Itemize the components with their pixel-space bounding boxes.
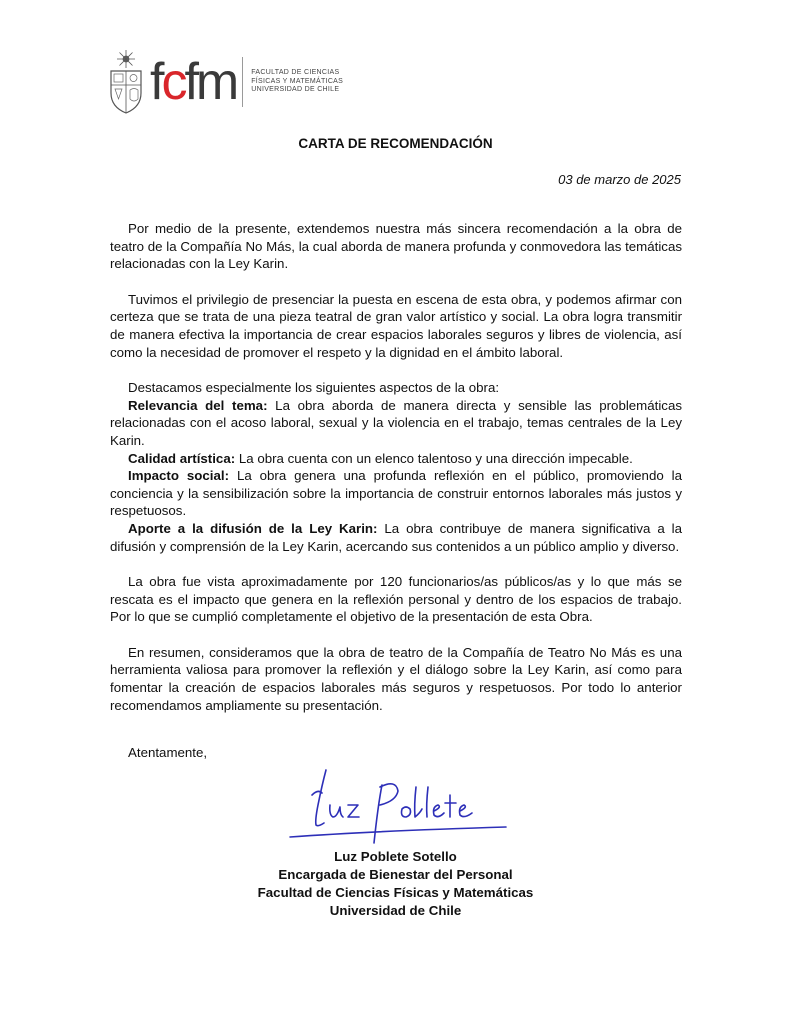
paragraph-intro: Por medio de la presente, extendemos nuestra más sincera recomendación a la obra de teatro de la Compañía No Más, la cual aborda de manera profunda y conmovedora las temáticas relacionadas con la Ley Karin. (110, 221, 682, 272)
faculty-line-2: FÍSICAS Y MATEMÁTICAS (251, 77, 344, 85)
aspect-item (110, 397, 682, 450)
fcfm-wordmark (150, 52, 236, 112)
brand-letter-m: m (195, 53, 237, 111)
aspect-item (110, 467, 682, 520)
signer-role: Encargada de Bienestar del Personal (278, 867, 513, 882)
aspect-text: La obra cuenta con un elenco talentoso y una dirección impecable. (235, 450, 633, 466)
brand-letter-f2: f (184, 53, 196, 111)
logo-divider (242, 57, 243, 107)
paragraph-experience: Tuvimos el privilegio de presenciar la puesta en escena de esta obra, y podemos afirmar con certeza que se trata de una pieza teatral de gran valor artístico y social. La obra logra transmitir de manera efectiva la importancia de crear espacios laborales seguros y libres de violencia, así como la necesidad de promover el respeto y la dignidad en el ámbito laboral. (110, 291, 682, 360)
institution-logo (108, 46, 343, 118)
paragraph-summary: En resumen, consideramos que la obra de teatro de la Compañía de Teatro No Más es una herramienta valiosa para promover la reflexión y el diálogo sobre la Ley Karin, así como para fomentar la creación de espacios laborales más seguros y respetuosos. Por todo lo anterior recomendamos ampliamente su presentación. (110, 644, 682, 713)
aspect-item (110, 450, 682, 468)
aspect-text: La obra contribuye de manera significativa a la difusión y comprensión de la Ley Karin, acercando sus contenidos a un público amplio y diverso. (110, 520, 682, 554)
faculty-line-1: FACULTAD DE CIENCIAS (251, 69, 340, 77)
brand-letter-c: c (161, 53, 185, 111)
closing-salutation: Atentamente, (128, 745, 208, 760)
brand-letter-f1: f (150, 53, 162, 111)
paragraph-audience: La obra fue vista aproximadamente por 120 funcionarios/as públicos/as y lo que más se rescata es el impacto que genera en la reflexión personal y dentro de los espacios de trabajo. Por lo que se cumplió completamente el objetivo de la presentación de esta Obra. (110, 574, 682, 625)
aspect-text: La obra genera una profunda reflexión en el público, promoviendo la conciencia y la sensibilización sobre la importancia de construir entornos laborales más justos y respetuosos. (110, 468, 682, 519)
aspect-label: Impacto social: (128, 468, 230, 484)
letter-body (110, 220, 682, 732)
letter-date: 03 de marzo de 2025 (558, 172, 681, 187)
faculty-name (251, 69, 343, 95)
letter-title: CARTA DE RECOMENDACIÓN (298, 136, 493, 151)
aspect-label: Aporte a la difusión de la Ley Karin: (128, 520, 378, 536)
faculty-line-3: UNIVERSIDAD DE CHILE (251, 86, 340, 94)
signer-faculty: Facultad de Ciencias Físicas y Matemáticas (257, 885, 534, 900)
aspect-text: La obra aborda de manera directa y sensible las problemáticas relacionadas con el acoso laboral, sexual y la violencia en el trabajo, temas centrales de la Ley Karin. (110, 397, 682, 448)
aspect-label: Relevancia del tema: (128, 397, 268, 413)
aspect-item (110, 520, 682, 555)
signer-name: Luz Poblete Sotello (334, 849, 457, 864)
aspect-label: Calidad artística: (128, 450, 236, 466)
handwritten-signature (282, 765, 512, 845)
signer-block (0, 848, 791, 920)
university-seal-icon (108, 49, 144, 115)
paragraph-aspects-intro: Destacamos especialmente los siguientes aspectos de la obra: (128, 380, 500, 396)
signer-university: Universidad de Chile (329, 903, 462, 918)
